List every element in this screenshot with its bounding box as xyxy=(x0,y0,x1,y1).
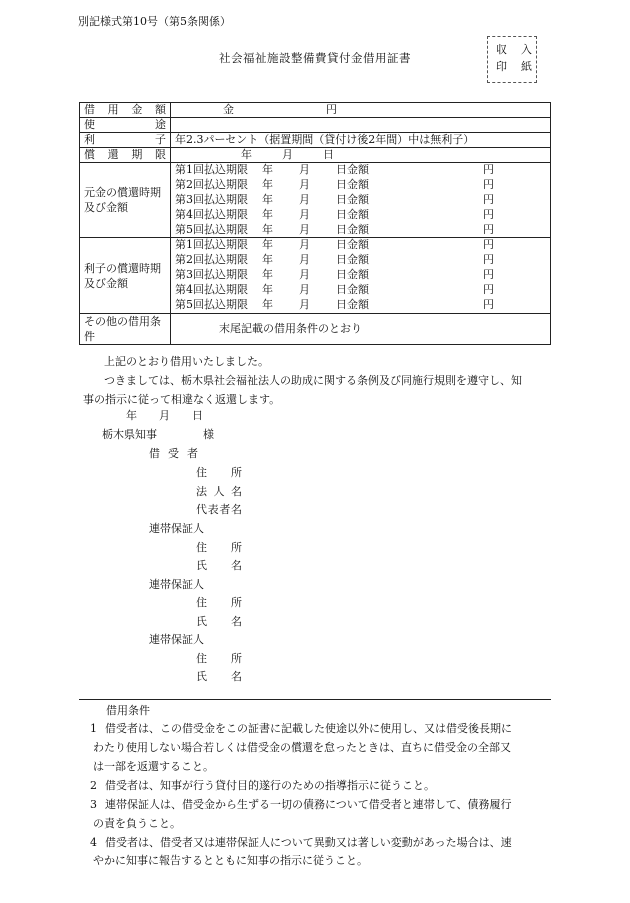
guarantor-3-address[interactable] xyxy=(196,652,242,665)
installment-yen: 円 xyxy=(483,163,494,176)
installment-amount-label: 日金額 xyxy=(336,283,369,297)
stamp-char: 印 xyxy=(496,60,507,73)
amount-label-cell xyxy=(80,103,171,118)
installment-year: 年 xyxy=(262,238,273,252)
form-number: 別記様式第10号（第5条関係） xyxy=(78,15,231,28)
installment-month: 月 xyxy=(299,192,310,206)
condition-number: 3 xyxy=(90,798,97,811)
principal-installment-row[interactable] xyxy=(175,223,550,238)
body-line-2: つきましては、栃木県社会福祉法人の助成に関する条例及び同施行規則を遵守し、知 xyxy=(104,374,522,387)
installment-yen: 円 xyxy=(483,207,494,221)
address-label: 住 所 xyxy=(196,541,242,554)
condition-text-line: 借受者は、この借受金をこの証書に記載した使途以外に使用し、又は借受後長期に xyxy=(105,722,512,735)
date-year: 年 xyxy=(126,409,137,422)
amount-value-cell[interactable] xyxy=(171,103,551,118)
condition-text-line: 借受者は、借受者又は連帯保証人について異動又は著しい変動があった場合は、速 xyxy=(105,836,512,849)
revenue-stamp-box xyxy=(487,36,537,83)
principal-installment-row[interactable] xyxy=(175,208,550,223)
installment-amount-label: 日金額 xyxy=(336,177,369,191)
loan-details-table xyxy=(79,102,551,345)
date-day: 日 xyxy=(192,409,203,422)
guarantor-2-address[interactable] xyxy=(196,596,242,609)
installment-month: 月 xyxy=(299,298,310,312)
guarantor-2-label: 連帯保証人 xyxy=(149,578,204,591)
condition-text-line: 借受者は、知事が行う貸付目的遂行のための指導指示に従うこと。 xyxy=(105,779,435,792)
interest-label-cell xyxy=(80,133,171,148)
repay-day: 日 xyxy=(323,148,334,162)
installment-month: 月 xyxy=(299,222,310,236)
installment-yen: 円 xyxy=(483,222,494,236)
installment-month: 月 xyxy=(299,238,310,252)
date-line[interactable] xyxy=(126,409,203,422)
installment-amount-label: 日金額 xyxy=(336,238,369,252)
repay-value-cell[interactable] xyxy=(171,148,551,163)
installment-yen: 円 xyxy=(483,268,494,282)
repay-label-cell xyxy=(80,148,171,163)
stamp-char: 入 xyxy=(521,43,532,56)
installment-label: 第2回払込期限 xyxy=(175,177,248,191)
installment-yen: 円 xyxy=(483,177,494,191)
stamp-char: 収 xyxy=(496,43,507,56)
address-label: 住 所 xyxy=(196,596,242,609)
borrower-rep-label[interactable] xyxy=(196,503,242,516)
purpose-label-cell xyxy=(80,118,171,133)
installment-month: 月 xyxy=(299,163,310,176)
installment-label: 第2回払込期限 xyxy=(175,253,248,267)
guarantor-1-address[interactable] xyxy=(196,541,242,554)
interest-schedule xyxy=(171,238,551,313)
condition-text-line: やかに知事に報告するとともに知事の指示に従うこと。 xyxy=(93,854,368,867)
guarantor-3-name[interactable] xyxy=(196,670,242,683)
purpose-label: 使 途 xyxy=(84,118,166,132)
installment-month: 月 xyxy=(299,268,310,282)
guarantor-1-label: 連帯保証人 xyxy=(149,522,204,535)
name-label: 氏 名 xyxy=(196,670,242,683)
principal-label: 元金の償還時期及び金額 xyxy=(80,163,171,238)
name-label: 氏 名 xyxy=(196,615,242,628)
borrower-corp-label[interactable] xyxy=(196,485,242,498)
repay-year: 年 xyxy=(241,148,252,162)
principal-installment-row[interactable] xyxy=(175,163,550,178)
addressee-line xyxy=(102,428,214,441)
interest-value: 年2.3パーセント（据置期間（貸付け後2年間）中は無利子） xyxy=(171,133,551,148)
interest-installment-row[interactable] xyxy=(175,298,550,313)
installment-amount-label: 日金額 xyxy=(336,207,369,221)
installment-year: 年 xyxy=(262,207,273,221)
installment-label: 第1回払込期限 xyxy=(175,238,248,252)
separator-line xyxy=(79,699,551,700)
installment-month: 月 xyxy=(299,283,310,297)
principal-installment-row[interactable] xyxy=(175,193,550,208)
installment-yen: 円 xyxy=(483,283,494,297)
installment-yen: 円 xyxy=(483,298,494,312)
installment-month: 月 xyxy=(299,253,310,267)
guarantor-2-name[interactable] xyxy=(196,615,242,628)
sama-label: 様 xyxy=(203,428,214,441)
name-label: 氏 名 xyxy=(196,559,242,572)
body-line-3: 事の指示に従って相違なく返還します。 xyxy=(83,393,281,406)
installment-year: 年 xyxy=(262,222,273,236)
condition-text-line: 連帯保証人は、借受金から生ずる一切の債務について借受者と連帯して、債務履行 xyxy=(105,798,512,811)
installment-month: 月 xyxy=(299,207,310,221)
other-conditions-value xyxy=(171,313,551,344)
condition-number: 4 xyxy=(90,836,97,849)
amount-label: 借 用 金 額 xyxy=(84,103,166,117)
guarantor-1-name[interactable] xyxy=(196,559,242,572)
borrower-label: 借受者 xyxy=(149,447,206,460)
interest-installment-row[interactable] xyxy=(175,283,550,298)
repay-label: 償 還 期 限 xyxy=(84,148,166,162)
installment-year: 年 xyxy=(262,283,273,297)
installment-year: 年 xyxy=(262,163,273,176)
stamp-char: 紙 xyxy=(521,60,532,73)
address-label: 住 所 xyxy=(196,652,242,665)
condition-number: 1 xyxy=(90,722,97,735)
interest-schedule-label: 利子の償還時期及び金額 xyxy=(80,238,171,313)
purpose-value-cell[interactable] xyxy=(171,118,551,133)
installment-label: 第3回払込期限 xyxy=(175,192,248,206)
installment-amount-label: 日金額 xyxy=(336,192,369,206)
installment-label: 第5回払込期限 xyxy=(175,222,248,236)
installment-yen: 円 xyxy=(483,192,494,206)
amount-unit: 円 xyxy=(326,103,337,117)
condition-number: 2 xyxy=(90,779,97,792)
guarantor-3-label: 連帯保証人 xyxy=(149,633,204,646)
condition-text-line: は一部を返還すること。 xyxy=(93,760,214,773)
installment-label: 第4回払込期限 xyxy=(175,283,248,297)
interest-installment-row[interactable] xyxy=(175,238,550,253)
installment-amount-label: 日金額 xyxy=(336,298,369,312)
interest-label: 利 子 xyxy=(84,133,166,147)
installment-amount-label: 日金額 xyxy=(336,268,369,282)
document-title: 社会福祉施設整備費貸付金借用証書 xyxy=(219,51,411,65)
installment-label: 第3回払込期限 xyxy=(175,268,248,282)
installment-amount-label: 日金額 xyxy=(336,163,369,176)
installment-label: 第1回払込期限 xyxy=(175,163,248,176)
installment-yen: 円 xyxy=(483,238,494,252)
conditions-heading: 借用条件 xyxy=(106,704,150,717)
installment-year: 年 xyxy=(262,268,273,282)
date-month: 月 xyxy=(159,409,170,422)
borrower-address-label[interactable] xyxy=(196,466,242,479)
other-conditions-text: 末尾記載の借用条件のとおり xyxy=(219,322,362,336)
condition-text-line: の責を負うこと。 xyxy=(93,817,181,830)
condition-text-line: わたり使用しない場合若しくは借受金の償還を怠ったときは、直ちに借受金の全部又 xyxy=(93,741,511,754)
installment-month: 月 xyxy=(299,177,310,191)
corp-name-label: 法 人 名 xyxy=(196,485,242,498)
installment-label: 第4回払込期限 xyxy=(175,207,248,221)
principal-installment-row[interactable] xyxy=(175,178,550,193)
repay-month: 月 xyxy=(282,148,293,162)
installment-year: 年 xyxy=(262,298,273,312)
address-label: 住 所 xyxy=(196,466,242,479)
installment-amount-label: 日金額 xyxy=(336,222,369,236)
body-line-1: 上記のとおり借用いたしました。 xyxy=(104,355,269,368)
installment-year: 年 xyxy=(262,177,273,191)
representative-label: 代 表 者 名 xyxy=(196,503,242,516)
interest-installment-row[interactable] xyxy=(175,253,550,268)
installment-year: 年 xyxy=(262,253,273,267)
other-conditions-label: その他の借用条件 xyxy=(80,313,171,344)
amount-prefix: 金 xyxy=(223,103,234,117)
installment-year: 年 xyxy=(262,192,273,206)
installment-amount-label: 日金額 xyxy=(336,253,369,267)
installment-yen: 円 xyxy=(483,253,494,267)
installment-label: 第5回払込期限 xyxy=(175,298,248,312)
governor-label: 栃木県知事 xyxy=(102,428,157,441)
principal-schedule xyxy=(171,163,551,238)
interest-installment-row[interactable] xyxy=(175,268,550,283)
